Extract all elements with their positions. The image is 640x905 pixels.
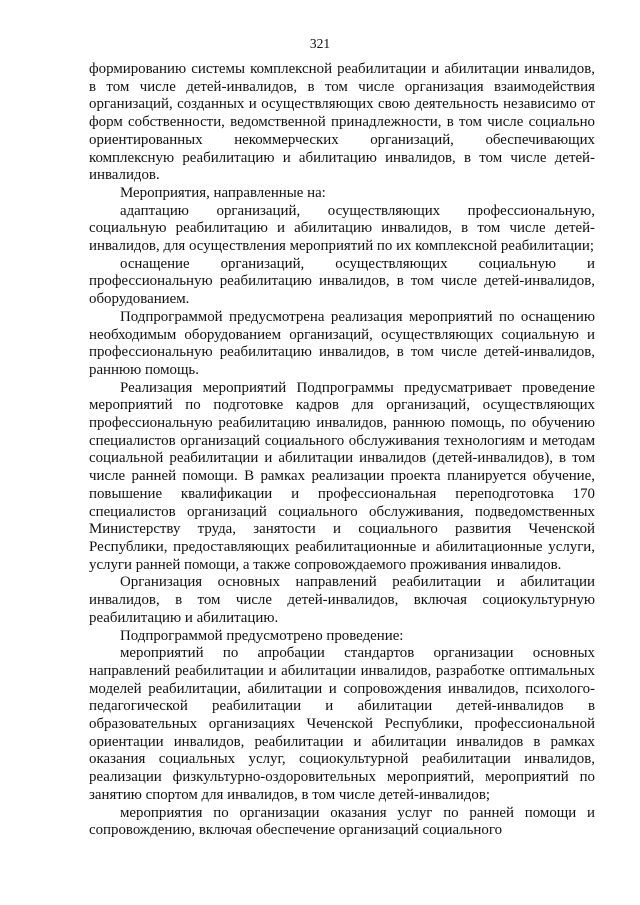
paragraph-measures-heading: Мероприятия, направленные на: xyxy=(120,184,326,201)
paragraph-continuation: формированию системы комплексной реабилитации и абилитации инвалидов, в том числе детей-инвалидов, в том числе организация взаимодействия организаций, созданных и осуществляющих свою деятельность независимо от форм собственности, ведомственной принадлежности, в том числе социально ориентированных некоммерческих организаций, обеспечивающих комплексную реабилитацию и абилитацию инвалидов, в том числе детей-инвалидов. xyxy=(89,61,595,184)
paragraph-main-directions: Организация основных направлений реабилитации и абилитации инвалидов, в том числе детей-инвалидов, включая социокультурную реабилитацию и абилитацию. xyxy=(89,574,595,626)
paragraph-staff-training: Реализация мероприятий Подпрограммы предусматривает проведение мероприятий по подготовке кадров для организаций, осуществляющих профессиональную реабилитацию инвалидов, раннюю помощь, по обучению специалистов организаций социального обслуживания технологиям и методам социальной реабилитации и абилитации инвалидов (детей-инвалидов), в том числе ранней помощи. В рамках реализации проекта планируется обучение, повышение квалификации и профессиональная переподготовка 170 специалистов организаций социального обслуживания, подведомственных Министерству труда, занятости и социального развития Чеченской Республики, предоставляющих реабилитационные и абилитационные услуги, услуги ранней помощи, а также сопровождаемого проживания инвалидов. xyxy=(89,379,595,573)
paragraph-adaptation: адаптацию организаций, осуществляющих профессиональную, социальную реабилитацию и абилитацию инвалидов, в том числе детей-инвалидов, для осуществления мероприятий по их комплексной реабилитации; xyxy=(89,202,595,255)
paragraph-subprogram-provides: Подпрограммой предусмотрено проведение: xyxy=(120,627,404,644)
paragraph-standards-testing: мероприятий по апробации стандартов организации основных направлений реабилитации и абилитации инвалидов, разработке оптимальных моделей реабилитации, абилитации и сопровождения инвалидов, психолого-педагогической реабилитации и абилитации детей-инвалидов в образовательных организациях Чеченской Республики, профессиональной ориентации инвалидов, реабилитации и абилитации инвалидов в рамках оказания социальных услуг, социокультурной реабилитации инвалидов, реализации физкультурно-оздоровительных мероприятий, мероприятий по занятию спортом для инвалидов, в том числе детей-инвалидов; xyxy=(89,645,595,803)
paragraph-equipment: оснащение организаций, осуществляющих социальную и профессиональную реабилитацию инвалидов, в том числе детей-инвалидов, оборудованием. xyxy=(89,255,595,308)
document-body xyxy=(89,61,595,840)
paragraph-subprogram-equipment: Подпрограммой предусмотрена реализация мероприятий по оснащению необходимым оборудованием организаций, осуществляющих социальную и профессиональную реабилитацию инвалидов, в том числе детей-инвалидов, раннюю помощь. xyxy=(89,308,595,378)
paragraph-early-help: мероприятия по организации оказания услуг по ранней помощи и сопровождению, включая обеспечение организаций социального xyxy=(89,804,595,839)
page-number: 321 xyxy=(309,36,331,51)
